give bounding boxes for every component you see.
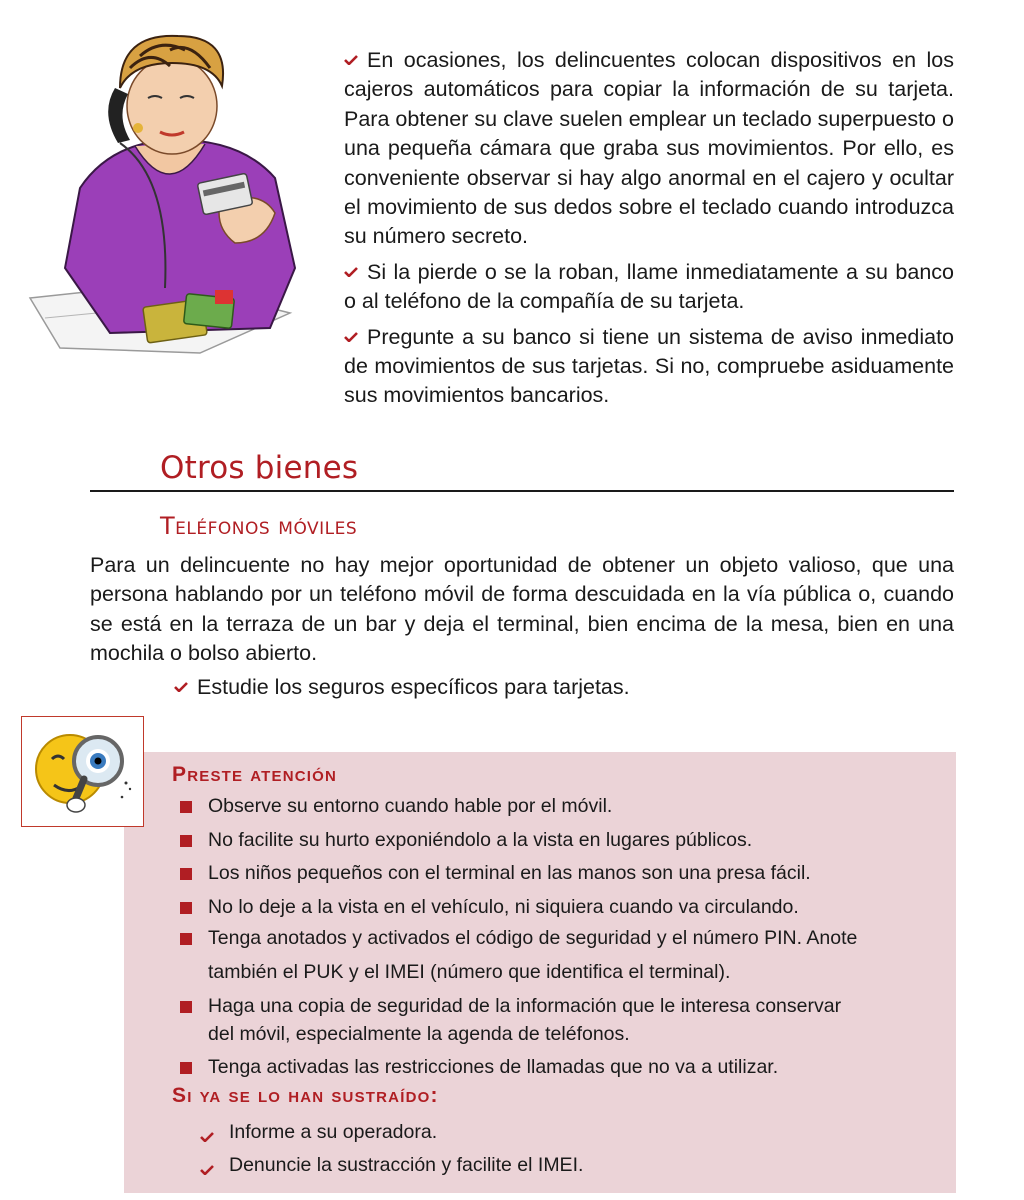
attention-line: Haga una copia de seguridad de la información que le interesa conservar (208, 995, 842, 1017)
list-item-text: En ocasiones, los delincuentes colocan dispositivos en los cajeros automáticos para copiar la información de su tarjeta. Para obtener su clave suelen emplear un teclado superpuesto o una pequeña cámara que graba sus movimientos. Por ello, es conveniente observar si hay algo anormal en el cajero y ocultar el movimiento de sus dedos sobre el teclado cuando introduzca su número secreto. (344, 48, 954, 249)
woman-phone-illustration (20, 28, 310, 368)
attention-line: Tenga anotados y activados el código de seguridad y el número PIN. Anote (208, 927, 858, 949)
section-title: Otros bienes (160, 450, 359, 486)
red-square-bullet-icon (180, 933, 192, 945)
attention-line: No lo deje a la vista en el vehículo, ni siquiera cuando va circulando. (208, 896, 799, 918)
list-item-text: Pregunte a su banco si tiene un sistema de aviso inmediato de movimientos de sus tarjetas. Si no, compruebe asiduamente sus movimientos bancarios. (344, 324, 954, 408)
list-item (344, 46, 954, 252)
checkmark-icon (200, 1162, 214, 1172)
red-square-bullet-icon (180, 835, 192, 847)
list-item-text: Estudie los seguros específicos para tarjetas. (197, 675, 630, 699)
attention-line: del móvil, especialmente la agenda de teléfonos. (208, 1023, 630, 1045)
attention-line: también el PUK y el IMEI (número que identifica el terminal). (208, 961, 731, 983)
smiley-frame (21, 716, 144, 827)
checkmark-icon (344, 267, 358, 277)
checkmark-icon (344, 55, 358, 65)
stolen-heading: Si ya se lo han sustraído: (172, 1084, 439, 1107)
red-square-bullet-icon (180, 801, 192, 813)
red-square-bullet-icon (180, 868, 192, 880)
list-item (174, 675, 630, 700)
red-square-bullet-icon (180, 1062, 192, 1074)
smiley-magnifier-icon (22, 717, 142, 825)
top-bullet-list (344, 46, 954, 417)
red-square-bullet-icon (180, 1001, 192, 1013)
attention-heading: Preste atención (172, 763, 338, 786)
checkmark-icon (200, 1129, 214, 1139)
red-square-bullet-icon (180, 902, 192, 914)
checkmark-icon (174, 682, 188, 692)
intro-paragraph: Para un delincuente no hay mejor oportunidad de obtener un objeto valioso, que una persona hablando por un teléfono móvil de forma descuidada en la vía pública o, cuando se está en la terraza de un bar y deja el terminal, bien encima de la mesa, bien en una mochila o bolso abierto. (90, 553, 954, 666)
attention-line: Tenga activadas las restricciones de llamadas que no va a utilizar. (208, 1056, 779, 1078)
attention-line: No facilite su hurto exponiéndolo a la vista en lugares públicos. (208, 829, 753, 851)
attention-line: Observe su entorno cuando hable por el móvil. (208, 795, 613, 817)
list-item (344, 258, 954, 317)
list-item (344, 323, 954, 411)
section-divider (90, 490, 954, 492)
checkmark-icon (344, 332, 358, 342)
attention-line: Los niños pequeños con el terminal en las manos son una presa fácil. (208, 862, 811, 884)
subsection-title: Teléfonos móviles (160, 512, 358, 540)
list-item-text: Si la pierde o se la roban, llame inmediatamente a su banco o al teléfono de la compañía de su tarjeta. (344, 259, 954, 314)
stolen-item: Informe a su operadora. (229, 1121, 438, 1143)
stolen-item: Denuncie la sustracción y facilite el IMEI. (229, 1154, 584, 1176)
